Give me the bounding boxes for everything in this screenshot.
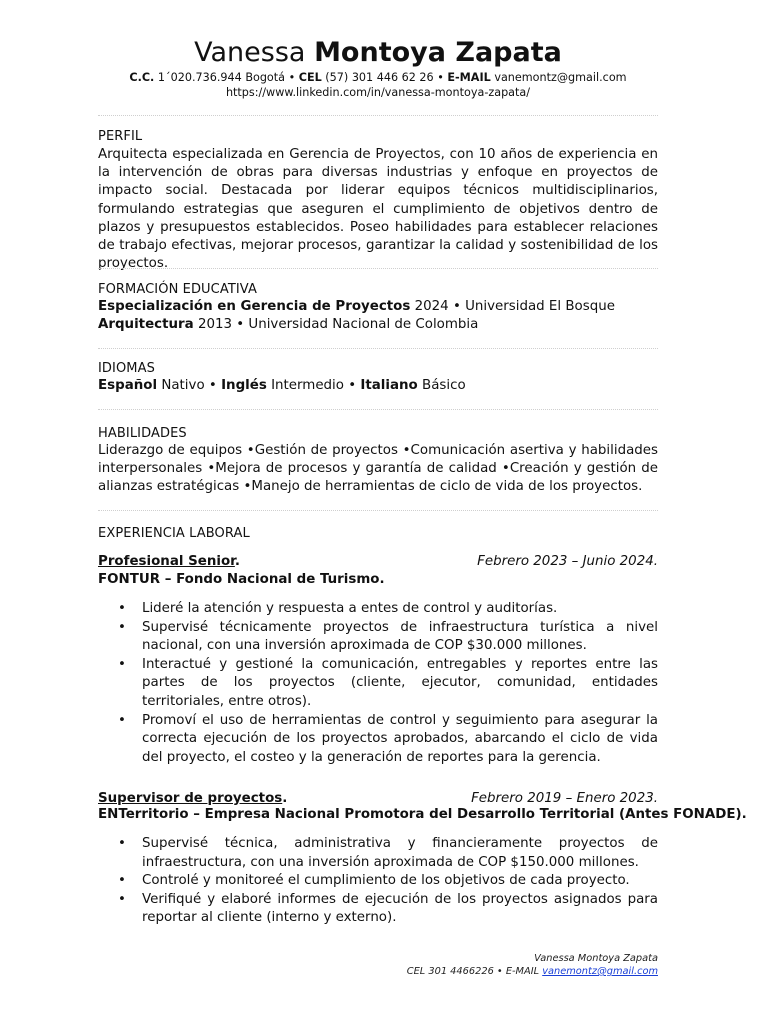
list-item: • Supervisé técnicamente proyectos de infraestructura turística a nivel nacional, con una inversión aproximada de COP $30.000 millones. [98, 619, 658, 656]
education-item [98, 316, 658, 334]
cc-label: C.C. [129, 71, 155, 84]
job-employer: FONTUR – Fondo Nacional de Turismo. [98, 572, 385, 587]
footer-cel-value: 301 4466226 [428, 966, 494, 977]
footer-name: Vanessa Montoya Zapata [534, 953, 658, 964]
section-divider [98, 268, 658, 269]
education-detail: 2024 • Universidad El Bosque [414, 299, 615, 314]
list-item: • Promoví el uso de herramientas de control y seguimiento para asegurar la correcta ejecución de los proyectos aprobados, abarcando el ciclo de vida del proyecto, el costeo y la generación de reportes para la gerencia. [98, 712, 658, 768]
language-name: Español [98, 378, 158, 393]
education-detail: 2013 • Universidad Nacional de Colombia [197, 317, 479, 332]
footer-email-label: E-MAIL [505, 966, 540, 977]
habilidades-title: HABILIDADES [98, 426, 187, 441]
job-header: Profesional Senior. Febrero 2023 – Junio 2024. [98, 554, 658, 569]
email-label: E-MAIL [447, 71, 491, 84]
contact-line: C.C. 1´020.736.944 Bogotá • CEL (57) 301 446 62 26 • E-MAIL vanemontz@gmail.com [129, 71, 627, 84]
perfil-text: Arquitecta especializada en Gerencia de Proyectos, con 10 años de experiencia en la intervención de obras para diversas industrias y enfoque en proyectos de impacto social. Destacada por liderar equipos técnicos multidisciplinarios, formulando estrategias que aseguren el cumplimiento de objetivos dentro de plazos y presupuestos establecidos. Poseo habilidades para establecer relaciones de trabajo efectivas, mejorar procesos, garantizar la calidad y sostenibilidad de los proyectos. [98, 147, 658, 272]
footer-contact: CEL 301 4466226 • E-MAIL vanemontz@gmail.com [406, 966, 658, 977]
perfil-title: PERFIL [98, 129, 143, 144]
habilidades-text: Liderazgo de equipos •Gestión de proyectos •Comunicación asertiva y habilidades interpersonales •Mejora de procesos y garantía de calidad •Creación y gestión de alianzas estratégicas •Manejo de herramientas de ciclo de vida de los proyectos. [98, 443, 658, 495]
list-item: • Controlé y monitoreé el cumplimiento de los objetivos de cada proyecto. [98, 872, 658, 891]
email-value: vanemontz@gmail.com [494, 71, 627, 84]
list-item: • Interactué y gestioné la comunicación, entregables y reportes entre las partes de los proyectos (cliente, ejecutor, comunidad, entidades territoriales, entre otros). [98, 656, 658, 712]
section-divider [98, 348, 658, 349]
language-name: Italiano [360, 378, 418, 393]
job-role: Supervisor de proyectos [98, 791, 283, 806]
section-divider [98, 510, 658, 511]
idiomas-title: IDIOMAS [98, 361, 155, 376]
job-bullets [98, 835, 658, 928]
list-item: • Lideré la atención y respuesta a entes de control y auditorías. [98, 600, 658, 619]
section-divider [98, 115, 658, 116]
candidate-name [98, 36, 658, 70]
formacion-title: FORMACIÓN EDUCATIVA [98, 282, 257, 297]
job-dates: Febrero 2019 – Enero 2023. [471, 791, 658, 806]
job-header: Supervisor de proyectos. Febrero 2019 – Enero 2023. [98, 791, 658, 806]
first-name: Vanessa [194, 37, 306, 68]
cc-value: 1´020.736.944 Bogotá [157, 71, 286, 84]
footer-cel-label: CEL [406, 966, 426, 977]
job-employer: ENTerritorio – Empresa Nacional Promotora del Desarrollo Territorial (Antes FONADE). [98, 807, 747, 822]
job-dates: Febrero 2023 – Junio 2024. [477, 554, 658, 569]
job-bullets [98, 600, 658, 767]
last-name: Montoya Zapata [314, 37, 562, 68]
section-divider [98, 409, 658, 410]
languages-line: Español Nativo • Inglés Intermedio • Italiano Básico [98, 378, 466, 393]
experiencia-title: EXPERIENCIA LABORAL [98, 526, 250, 541]
language-level: Básico [422, 378, 466, 393]
language-level: Intermedio [271, 378, 344, 393]
cel-label: CEL [298, 71, 322, 84]
list-item: • Verifiqué y elaboré informes de ejecución de los proyectos asignados para reportar al cliente (interno y externo). [98, 891, 658, 928]
language-level: Nativo [161, 378, 205, 393]
list-item: • Supervisé técnica, administrativa y financieramente proyectos de infraestructura, con una inversión aproximada de COP $150.000 millones. [98, 835, 658, 872]
linkedin-url[interactable]: https://www.linkedin.com/in/vanessa-montoya-zapata/ [225, 86, 531, 99]
cel-value: (57) 301 446 62 26 [325, 71, 434, 84]
education-degree: Especialización en Gerencia de Proyectos [98, 299, 411, 314]
education-item [98, 298, 658, 316]
footer-email-link[interactable]: vanemontz@gmail.com [542, 966, 658, 977]
language-name: Inglés [221, 378, 267, 393]
job-role: Profesional Senior [98, 554, 235, 569]
education-degree: Arquitectura [98, 317, 194, 332]
